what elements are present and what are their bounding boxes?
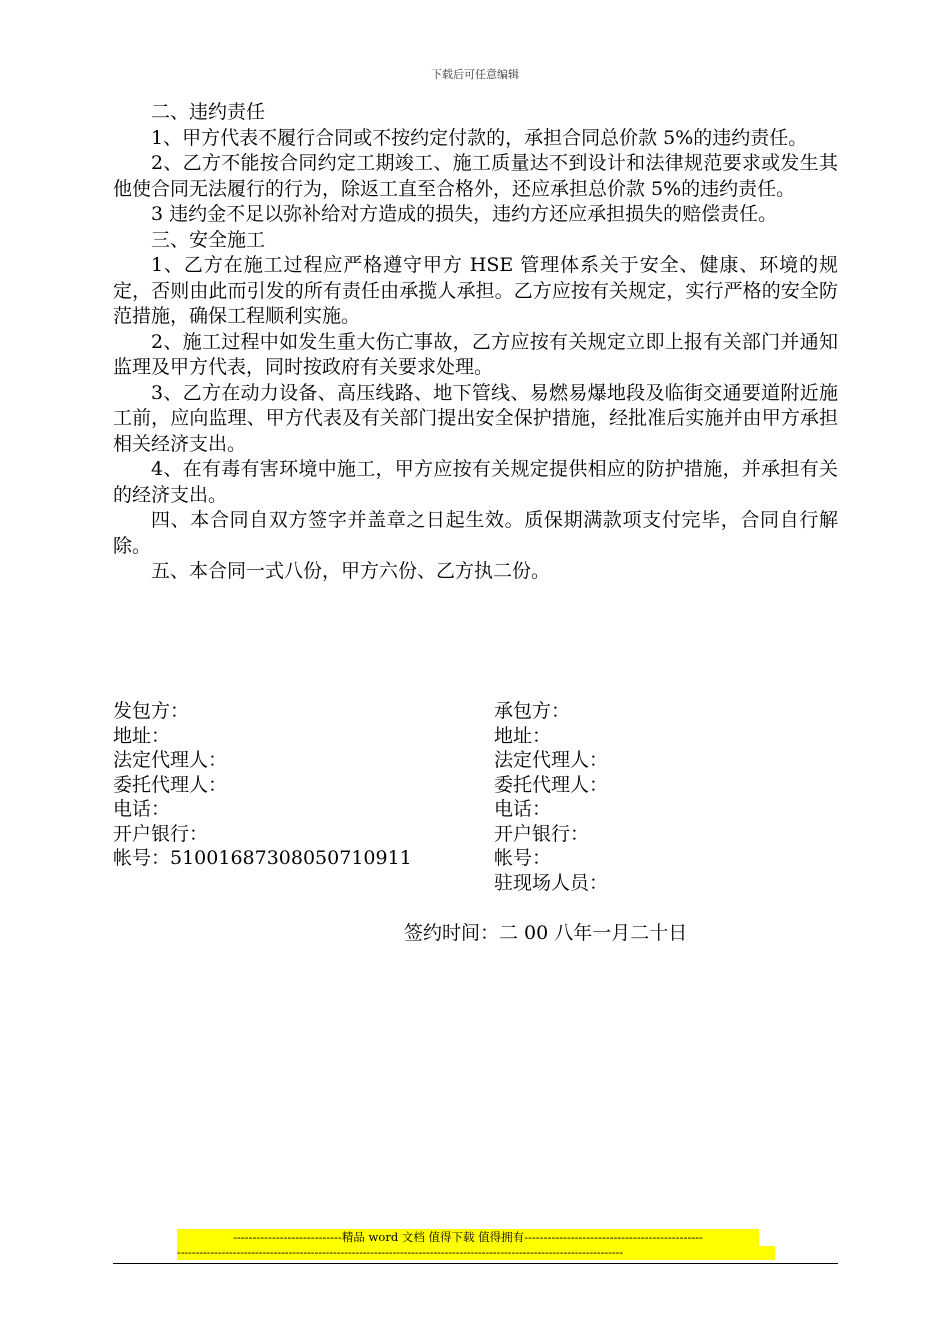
paragraph: 1、甲方代表不履行合同或不按约定付款的，承担合同总价款 5%的违约责任。	[151, 126, 808, 149]
contractor-field: 电话：	[494, 798, 552, 820]
employer-field: 法定代理人：	[113, 749, 228, 771]
footer-banner: ----------------------------精品 word 文档 值得下载 值得拥有----------------------------------------------	[177, 1229, 759, 1246]
footer-dashes: ------------------------------------------------------------------------------------------------------------------------	[177, 1246, 775, 1260]
employer-field: 地址：	[113, 724, 171, 747]
paragraph: 1、乙方在施工过程应严格遵守甲方 HSE 管理体系关于安全、健康、环境的规定，否则由此而引发的所有责任由承揽人承担。乙方应按有关规定，实行严格的安全防范措施，确保工程顺利实施。	[113, 254, 838, 327]
page-header-note: 下载后可任意编辑	[431, 68, 519, 81]
section-heading-safety: 三、安全施工	[151, 228, 266, 251]
paragraph: 2、乙方不能按合同约定工期竣工、施工质量达不到设计和法律规范要求或发生其他使合同无法履行的行为，除返工直至合格外，还应承担总价款 5%的违约责任。	[113, 152, 838, 200]
contract-body	[113, 100, 838, 585]
employer-field: 发包方：	[113, 700, 190, 722]
paragraph: 2、施工过程中如发生重大伤亡事故，乙方应按有关规定立即上报有关部门并通知监理及甲方代表，同时按政府有关要求处理。	[113, 330, 838, 378]
paragraph: 4、在有毒有害环境中施工，甲方应按有关规定提供相应的防护措施，并承担有关的经济支出。	[113, 458, 838, 506]
contractor-field: 开户银行：	[494, 822, 590, 845]
paragraph: 3、乙方在动力设备、高压线路、地下管线、易燃易爆地段及临街交通要道附近施工前，应向监理、甲方代表及有关部门提出安全保护措施，经批准后实施并由甲方承担相关经济支出。	[113, 381, 838, 455]
paragraph: 3 违约金不足以弥补给对方造成的损失，违约方还应承担损失的赔偿责任。	[151, 203, 778, 225]
contractor-field: 法定代理人：	[494, 749, 609, 771]
contractor-field: 地址：	[494, 724, 552, 747]
contractor-field: 承包方：	[494, 700, 571, 722]
contractor-field: 委托代理人：	[494, 773, 609, 796]
signing-date: 签约时间：二 00 八年一月二十日	[404, 922, 688, 944]
employer-account: 帐号：51001687308050710911	[113, 847, 412, 869]
employer-field: 委托代理人：	[113, 773, 228, 796]
contractor-info	[494, 699, 608, 895]
employer-field: 电话：	[113, 798, 171, 820]
contractor-field: 帐号：	[494, 847, 552, 869]
paragraph: 五、本合同一式八份，甲方六份、乙方执二份。	[151, 560, 551, 582]
section-heading-breach: 二、违约责任	[151, 101, 266, 123]
contractor-field: 驻现场人员：	[494, 871, 609, 894]
paragraph: 四、本合同自双方签字并盖章之日起生效。质保期满款项支付完毕，合同自行解除。	[113, 509, 838, 557]
employer-field: 开户银行：	[113, 822, 209, 845]
employer-info	[113, 699, 412, 871]
footer-divider	[113, 1263, 838, 1264]
